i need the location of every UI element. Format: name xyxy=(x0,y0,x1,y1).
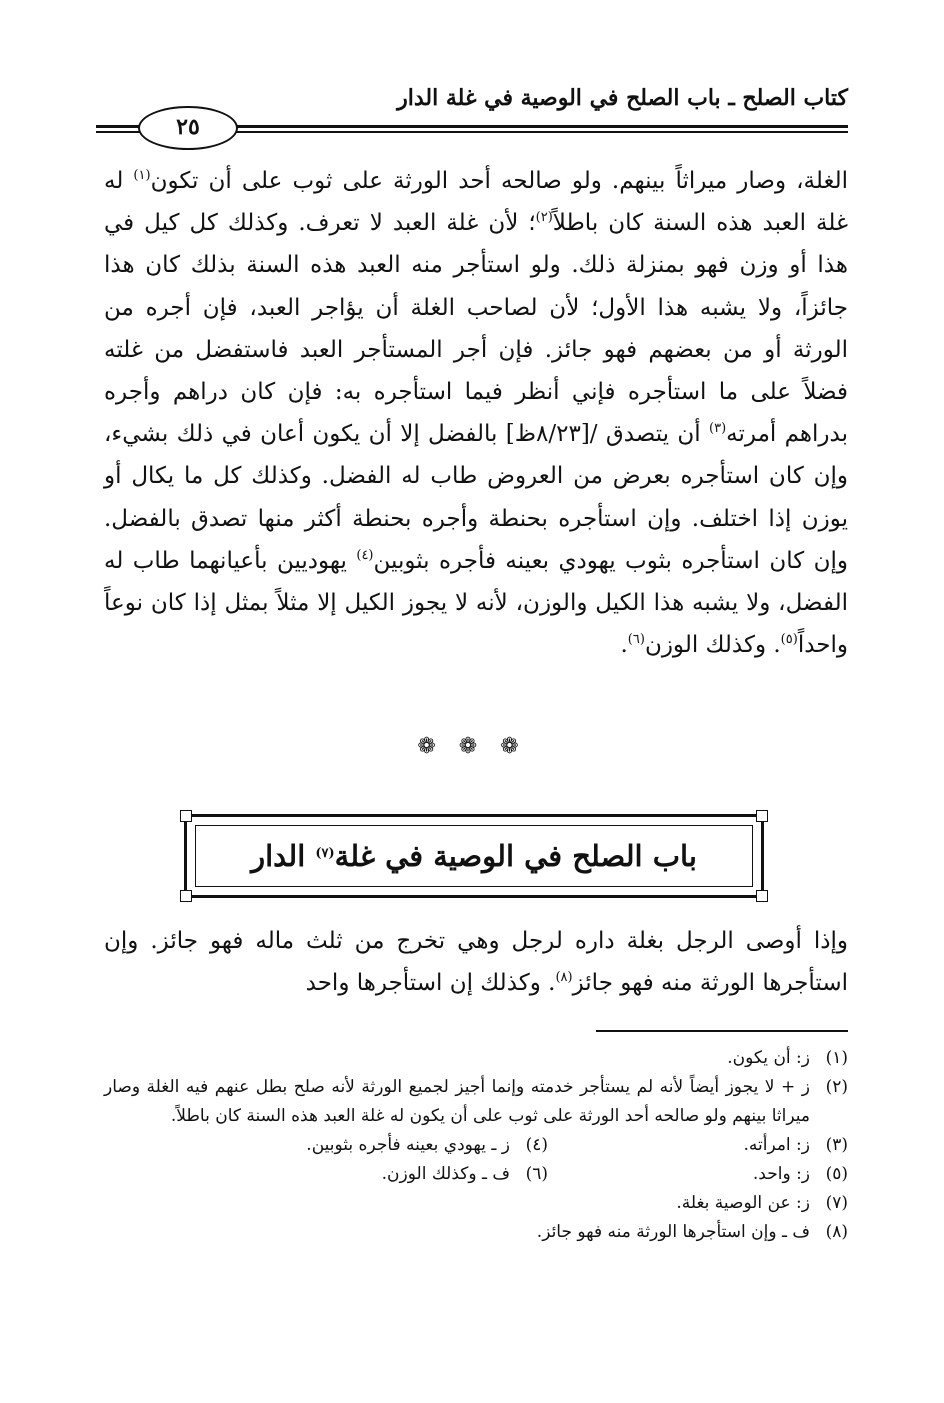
footnote-ref: (٥) xyxy=(780,632,798,648)
text-run: أن يتصدق /[٨/٢٣ظ] بالفضل إلا أن يكون أعان في ذلك بشيء، وإن كان استأجره بعرض من العروض طاب له الفضل. وكذلك كل ما يكال أو يوزن إذا اختلف. وإن استأجره بحنطة وأجره بحنطة أكثر منها تصدق بالفضل. وإن كان استأجره بثوب يهودي بعينه فأجره بثوبين xyxy=(104,421,848,574)
chapter-title xyxy=(187,817,761,895)
text-run: يهوديين بأعيانهما طاب له الفضل، ولا يشبه هذا الكيل والوزن، لأنه لا يجوز الكيل إلا مثلاً بمثل إذا كان نوعاً واحداً xyxy=(104,547,848,659)
chapter-title-text: باب الصلح في الوصية في غلة xyxy=(334,839,697,873)
footnote-number: (٥) xyxy=(825,1164,848,1184)
text-run: وإذا أوصى الرجل بغلة داره لرجل وهي تخرج من ثلث ماله فهو جائز. وإن استأجرها الورثة منه فهو جائز xyxy=(104,928,848,996)
text-run: له غلة العبد هذه السنة كان باطلاً xyxy=(104,168,848,237)
footnote-text: ز: عن الوصية بغلة. xyxy=(676,1193,810,1213)
footnote-ref: (٢) xyxy=(535,210,553,226)
footnote xyxy=(104,1073,848,1131)
text-run: . وكذلك إن استأجرها واحد xyxy=(305,970,556,996)
footnote xyxy=(104,1218,848,1247)
footnote-number: (٨) xyxy=(825,1222,848,1242)
footnote xyxy=(548,1131,848,1160)
footnote-row xyxy=(104,1131,848,1160)
page-number: ٢٥ xyxy=(138,106,238,150)
footnote-number: (٤) xyxy=(525,1135,548,1155)
footnote-text: ز: أن يكون. xyxy=(727,1048,810,1068)
chapter-heading-box xyxy=(184,814,764,898)
footnote-ref: (٤) xyxy=(356,547,374,563)
footnote-text: ف ـ وإن استأجرها الورثة منه فهو جائز. xyxy=(536,1222,810,1242)
footnote-ref: (٧) xyxy=(315,846,335,861)
running-head: كتاب الصلح ـ باب الصلح في الوصية في غلة الدار xyxy=(397,85,848,111)
footnote-row xyxy=(104,1160,848,1189)
paragraph xyxy=(104,160,848,666)
footnotes xyxy=(104,1044,848,1247)
footnote-text: ز: امرأته. xyxy=(743,1135,810,1155)
footnote-text: ز + لا يجوز أيضاً لأنه لم يستأجر خدمته وإنما أجيز لجميع الورثة لأنه صلح بطل عنهم فيه الغلة وصار ميراثا بينهم ولو صالحه أحد الورثة على ثوب على أن يكون له غلة العبد هذه السنة كان باطلاً. xyxy=(104,1077,810,1126)
text-run: . وكذلك الوزن xyxy=(644,632,781,659)
text-run: ؛ لأن غلة العبد لا تعرف. وكذلك كل كيل في هذا أو وزن فهو بمنزلة ذلك. ولو استأجر منه العبد هذه السنة بذلك كان هذا جائزاً، ولا يشبه هذا الأول؛ لأن لصاحب الغلة أن يؤاجر العبد، فإن أجره من الورثة أو من بعضهم فهو جائز. فإن أجر المستأجر العبد فاستفضل من غلته فضلاً على ما استأجره فإني أنظر فيما استأجره به: فإن كان دراهم وأجره بدراهم أمرته xyxy=(104,210,848,448)
footnote xyxy=(248,1131,548,1160)
footnote-number: (٢) xyxy=(825,1077,848,1097)
footnote-ref: (٨) xyxy=(555,970,573,985)
footnote-text: ز: واحد. xyxy=(752,1164,810,1184)
footnote-number: (٧) xyxy=(825,1193,848,1213)
footnote-text: ز ـ يهودي بعينه فأجره بثوبين. xyxy=(306,1135,510,1155)
body-text-section-2 xyxy=(104,920,848,1004)
footnote-ref: (١) xyxy=(133,168,151,183)
footnote-separator xyxy=(596,1030,848,1032)
footnote-number: (٣) xyxy=(825,1135,848,1155)
text-run: . xyxy=(620,632,628,659)
ornament-separator: ❁ ❁ ❁ xyxy=(417,734,527,759)
footnote-ref: (٦) xyxy=(627,632,645,648)
footnote xyxy=(104,1189,848,1218)
paragraph xyxy=(104,920,848,1004)
footnote-text: ف ـ وكذلك الوزن. xyxy=(381,1164,510,1184)
footnote xyxy=(104,1044,848,1073)
chapter-title-text: الدار xyxy=(251,839,316,873)
footnote xyxy=(248,1160,548,1189)
footnote xyxy=(548,1160,848,1189)
body-text-section-1 xyxy=(104,160,848,666)
footnote-number: (٦) xyxy=(525,1164,548,1184)
text-run: الغلة، وصار ميراثاً بينهم. ولو صالحه أحد الورثة على ثوب على أن تكون xyxy=(150,168,848,194)
footnote-number: (١) xyxy=(825,1048,848,1068)
footnote-ref: (٣) xyxy=(709,421,727,437)
